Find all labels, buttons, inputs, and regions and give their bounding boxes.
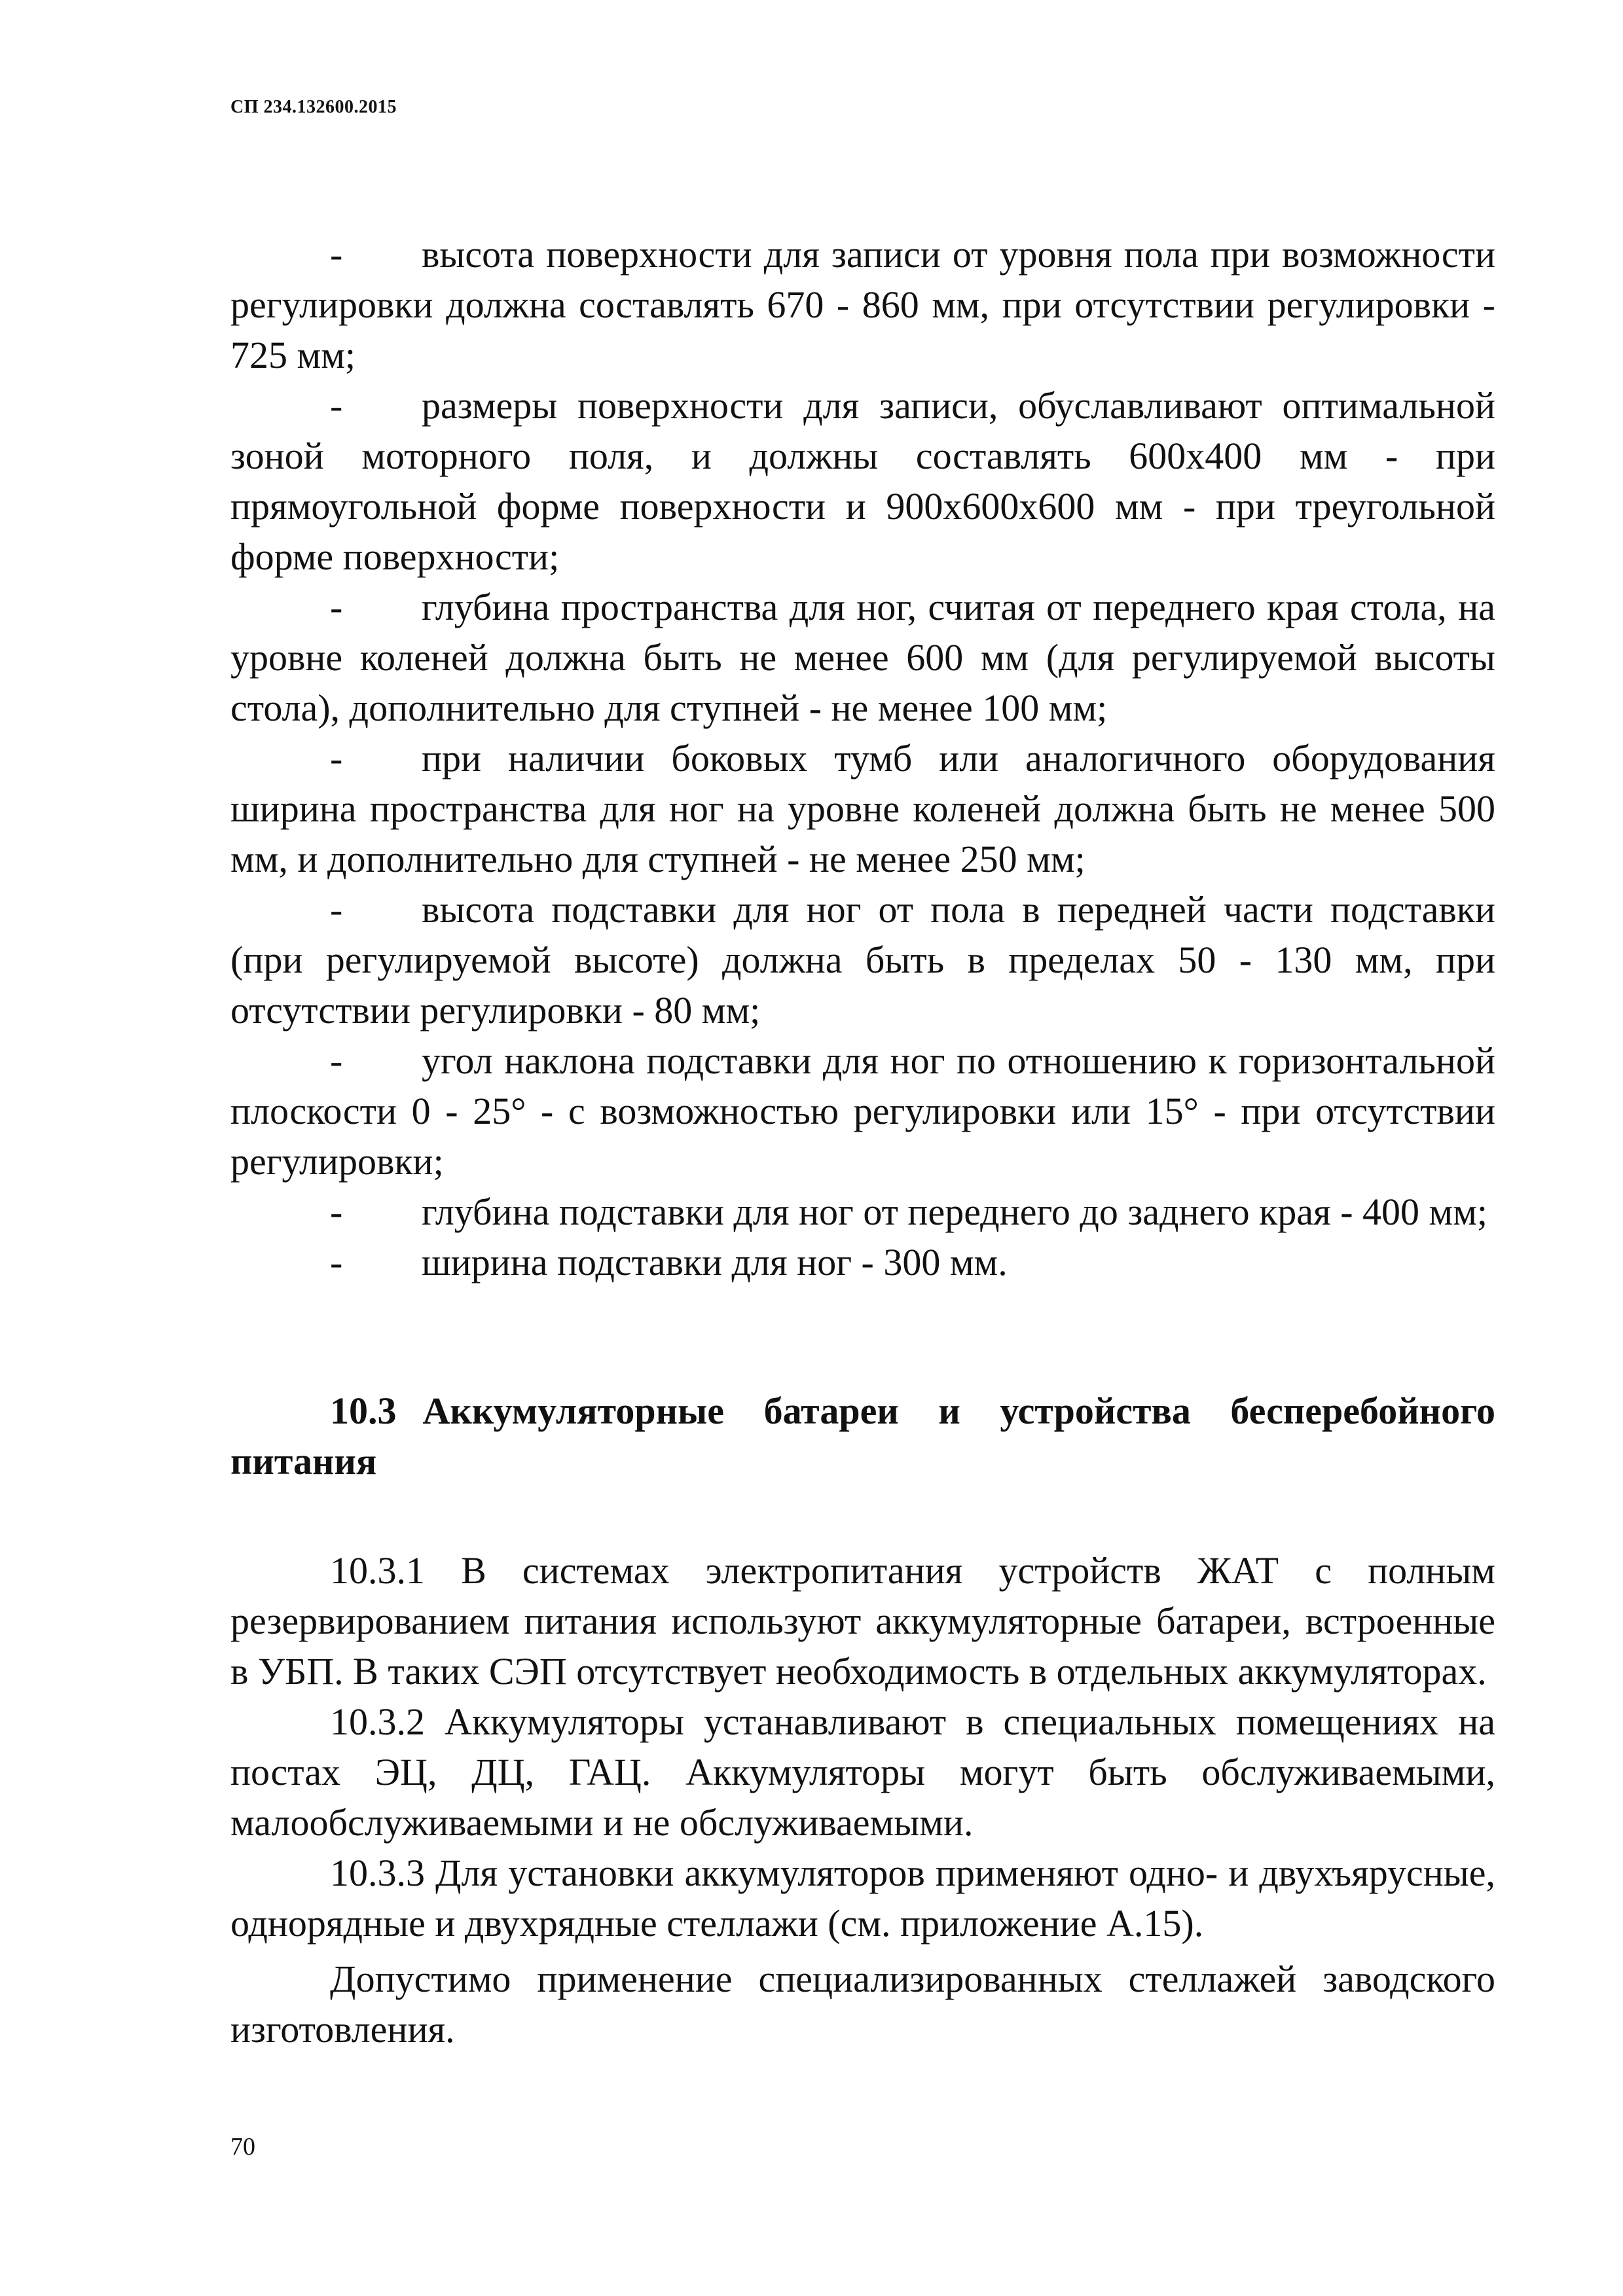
- list-dash: -: [330, 1039, 343, 1082]
- list-item-text: высота подставки для ног от пола в передней части подставки (при регулируемой высоте) должна быть в пределах 50 - 130 мм, при отсутствии регулировки - 80 мм;: [230, 888, 1495, 1031]
- list-item-text: глубина подставки для ног от переднего до заднего края - 400 мм;: [422, 1191, 1488, 1233]
- paragraph: Допустимо применение специализированных стеллажей заводского изготовления.: [230, 1958, 1495, 2051]
- list-item: [230, 582, 1495, 733]
- list-dash: -: [330, 586, 343, 628]
- list-item: [230, 1237, 1495, 1287]
- list-item: [230, 733, 1495, 884]
- document-code: СП 234.132600.2015: [230, 97, 397, 117]
- list-item: [230, 380, 1495, 582]
- list-item: [230, 1035, 1495, 1187]
- list-item-text: высота поверхности для записи от уровня пола при возможности регулировки должна составлять 670 - 860 мм, при отсутствии регулировки - 725 мм;: [230, 233, 1495, 376]
- list-item-text: угол наклона подставки для ног по отношению к горизонтальной плоскости 0 - 25° - с возможностью регулировки или 15° - при отсутствии регулировки;: [230, 1039, 1495, 1183]
- list-dash: -: [330, 1191, 343, 1233]
- list-dash: -: [330, 384, 343, 427]
- page-number: 70: [230, 2133, 255, 2161]
- list-item: [230, 229, 1495, 380]
- section-number: 10.3: [330, 1390, 397, 1432]
- list-item: [230, 884, 1495, 1035]
- page-content: [230, 229, 1495, 2054]
- list-dash: -: [330, 888, 343, 931]
- requirements-list: [230, 229, 1495, 1287]
- list-item: [230, 1187, 1495, 1237]
- list-dash: -: [330, 1241, 343, 1283]
- list-item-text: глубина пространства для ног, считая от переднего края стола, на уровне коленей должна быть не менее 600 мм (для регулируемой высоты стола), дополнительно для ступней - не менее 100 мм;: [230, 586, 1495, 729]
- paragraph: 10.3.2 Аккумуляторы устанавливают в специальных помещениях на постах ЭЦ, ДЦ, ГАЦ. Аккумуляторы могут быть обслуживаемыми, малообслуживаемыми и не обслуживаемыми.: [230, 1700, 1495, 1844]
- list-dash: -: [330, 737, 343, 780]
- section-heading: [230, 1386, 1495, 1486]
- paragraph: 10.3.1 В системах электропитания устройств ЖАТ с полным резервированием питания используют аккумуляторные батареи, встроенные в УБП. В таких СЭП отсутствует необходимость в отдельных аккумуляторах.: [230, 1549, 1495, 1693]
- list-dash: -: [330, 233, 343, 276]
- list-item-text: ширина подставки для ног - 300 мм.: [422, 1241, 1008, 1283]
- paragraph: 10.3.3 Для установки аккумуляторов применяют одно- и двухъярусные, однорядные и двухрядные стеллажи (см. приложение А.15).: [230, 1852, 1495, 1945]
- section-title: Аккумуляторные батареи и устройства бесперебойного питания: [230, 1390, 1495, 1482]
- list-item-text: размеры поверхности для записи, обуславливают оптимальной зоной моторного поля, и должны составлять 600х400 мм - при прямоугольной форме поверхности и 900х600х600 мм - при треугольной форме поверхности;: [230, 384, 1495, 578]
- list-item-text: при наличии боковых тумб или аналогичного оборудования ширина пространства для ног на уровне коленей должна быть не менее 500 мм, и дополнительно для ступней - не менее 250 мм;: [230, 737, 1495, 880]
